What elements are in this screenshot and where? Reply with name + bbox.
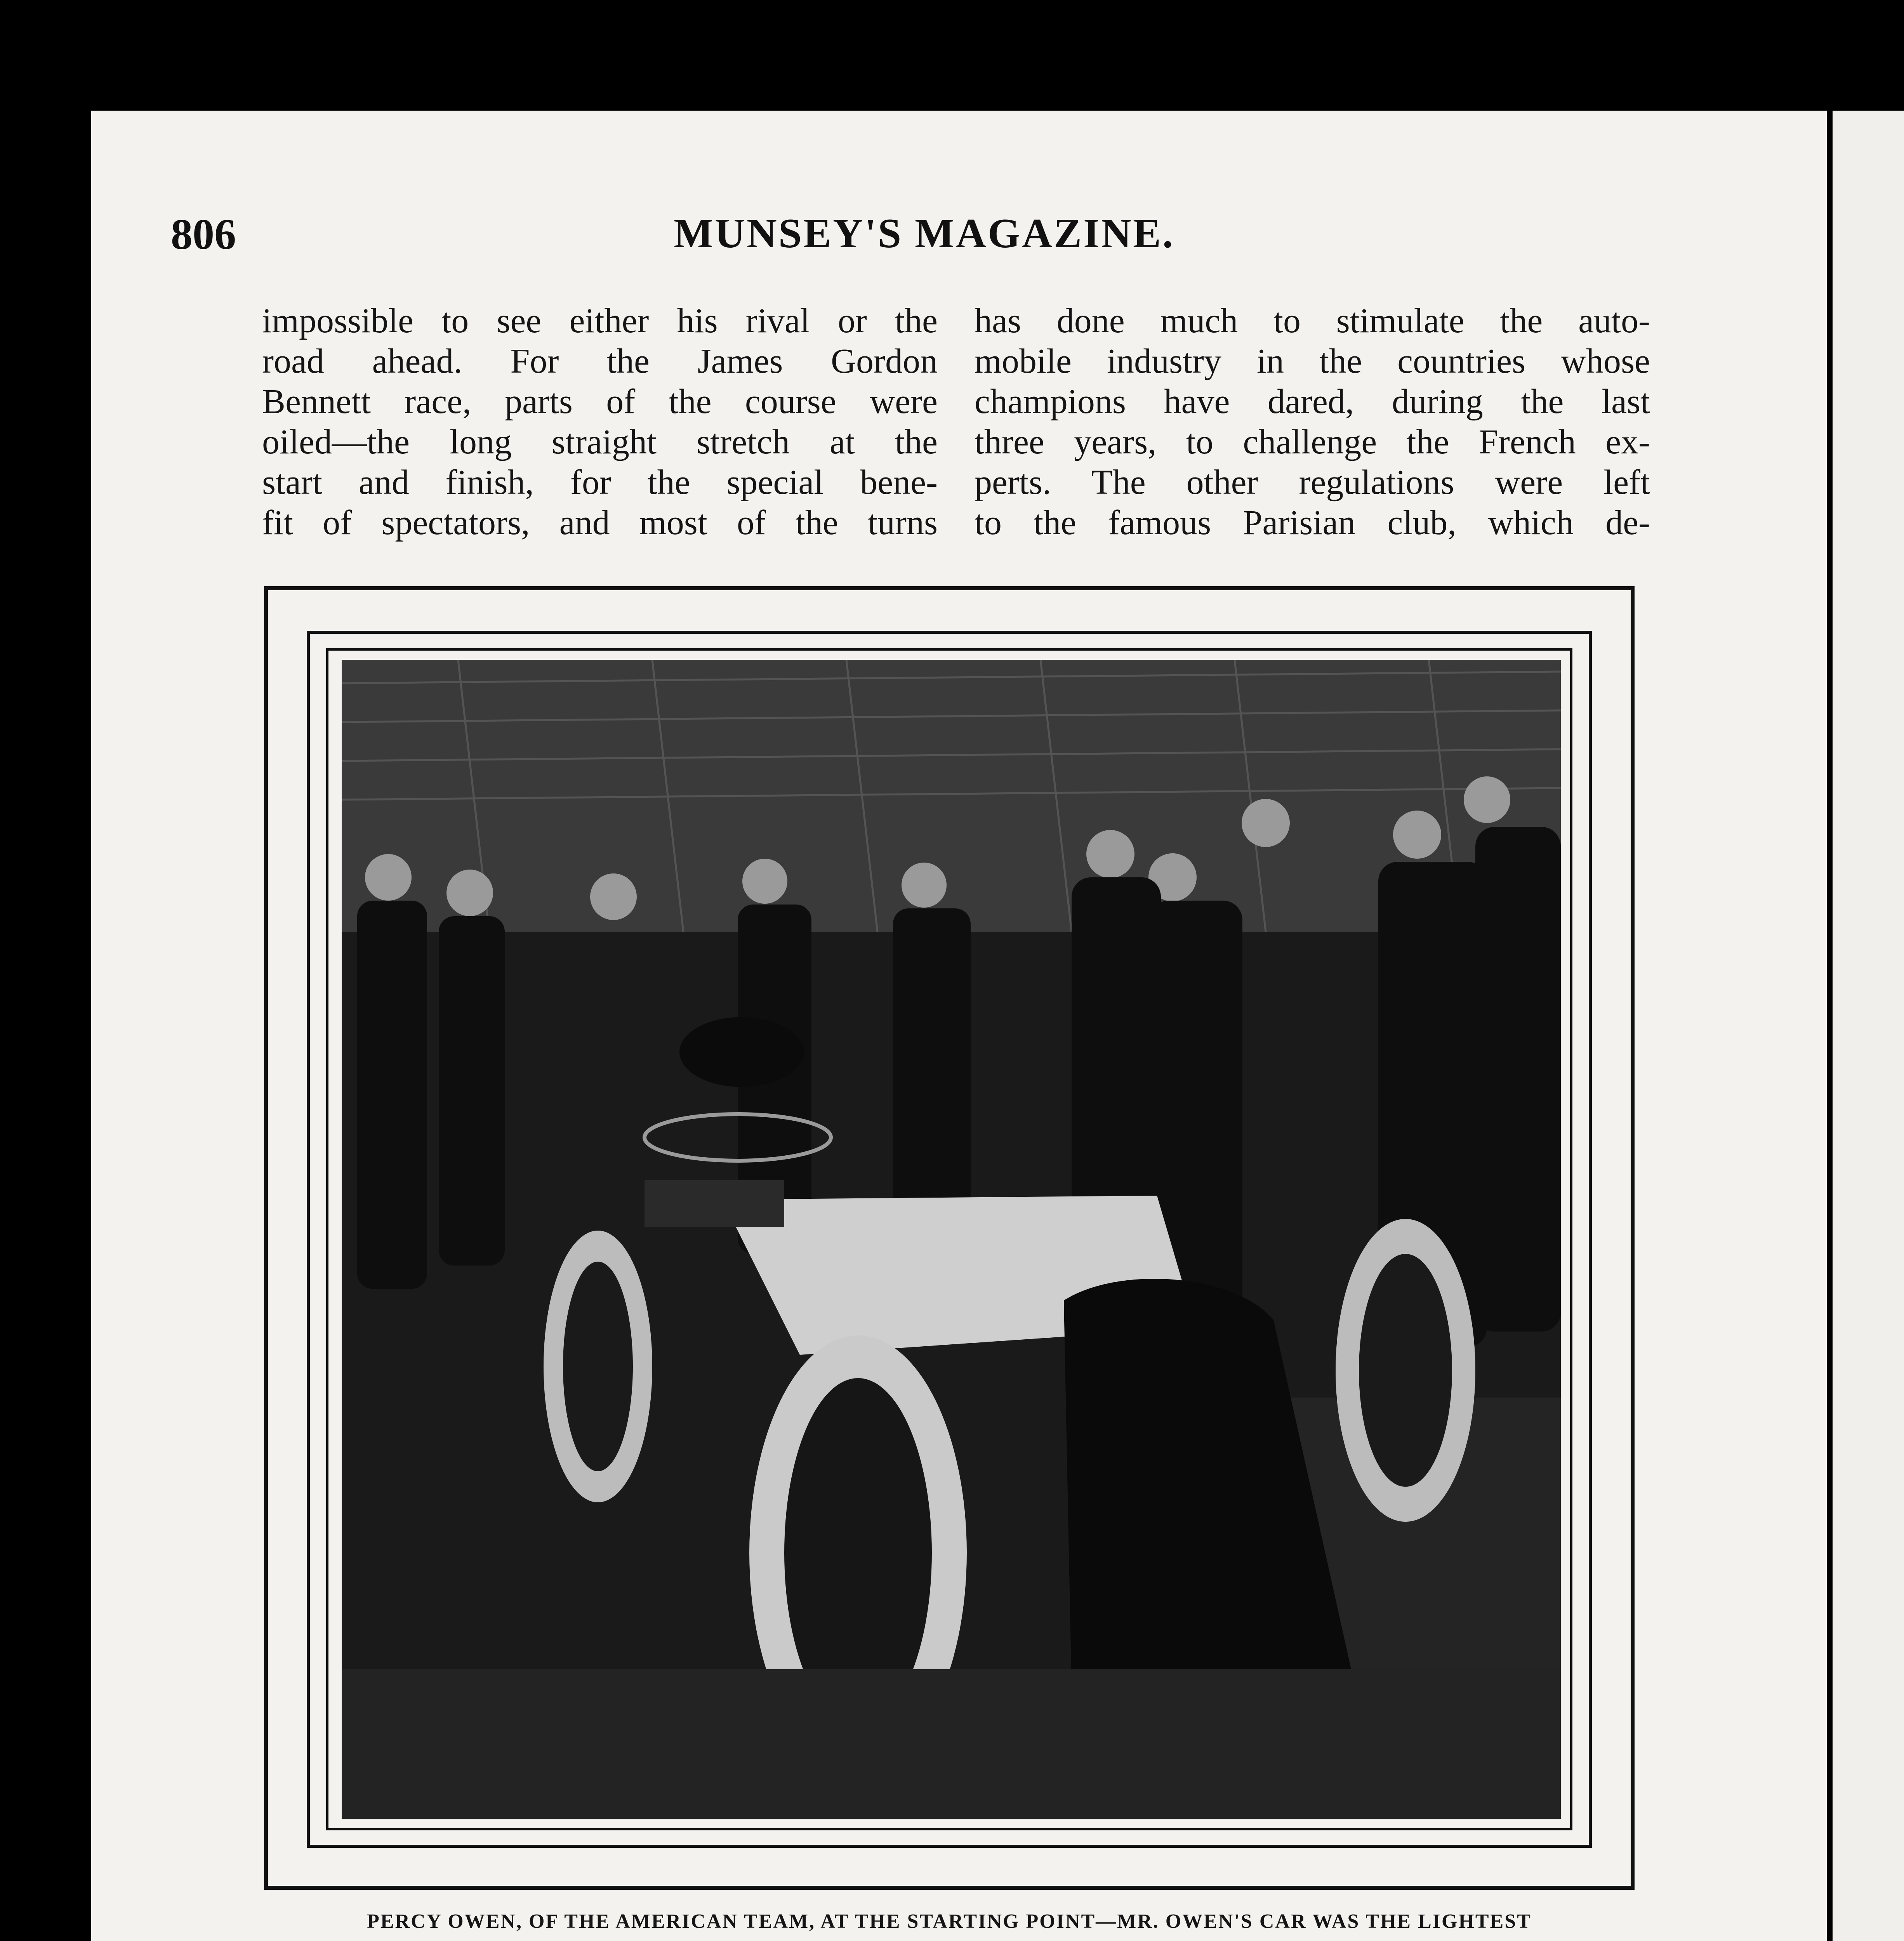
race-car-photograph xyxy=(342,660,1561,1819)
text-line: impossible to see either his rival or the xyxy=(262,302,938,340)
text-line: start and finish, for the special bene- xyxy=(262,463,938,502)
text-line: fit of spectators, and most of the turns xyxy=(262,503,938,542)
photo-caption xyxy=(264,1902,1635,1941)
top-right-column xyxy=(975,301,1650,543)
text-line: oiled—the long straight stretch at the xyxy=(262,423,938,461)
crowd-fence-area xyxy=(342,660,1561,932)
text-line: has done much to stimulate the auto- xyxy=(975,302,1650,340)
page-number: 806 xyxy=(171,210,236,259)
text-line: champions have dared, during the last xyxy=(975,382,1650,421)
page-header xyxy=(171,210,1677,264)
road-foreground xyxy=(342,1669,1561,1819)
car-body xyxy=(645,1180,784,1227)
driver xyxy=(679,1017,804,1087)
facing-page-edge xyxy=(1833,111,1904,1941)
top-left-column xyxy=(262,301,938,543)
text-line: mobile industry in the countries whose xyxy=(975,342,1650,380)
text-line: road ahead. For the James Gordon xyxy=(262,342,938,380)
rear-wheel-left xyxy=(563,1262,633,1471)
running-title: MUNSEY'S MAGAZINE. xyxy=(673,210,1175,257)
text-line: three years, to challenge the French ex- xyxy=(975,423,1650,461)
text-line: perts. The other regulations were left xyxy=(975,463,1650,502)
photo-illustration xyxy=(342,660,1561,1819)
text-line: to the famous Parisian club, which de- xyxy=(975,503,1650,542)
rear-wheel-right xyxy=(1359,1254,1452,1487)
caption-line: PERCY OWEN, OF THE AMERICAN TEAM, AT THE STARTING POINT—MR. OWEN'S CAR WAS THE LIGHTEST xyxy=(367,1910,1532,1932)
text-line: Bennett race, parts of the course were xyxy=(262,382,938,421)
